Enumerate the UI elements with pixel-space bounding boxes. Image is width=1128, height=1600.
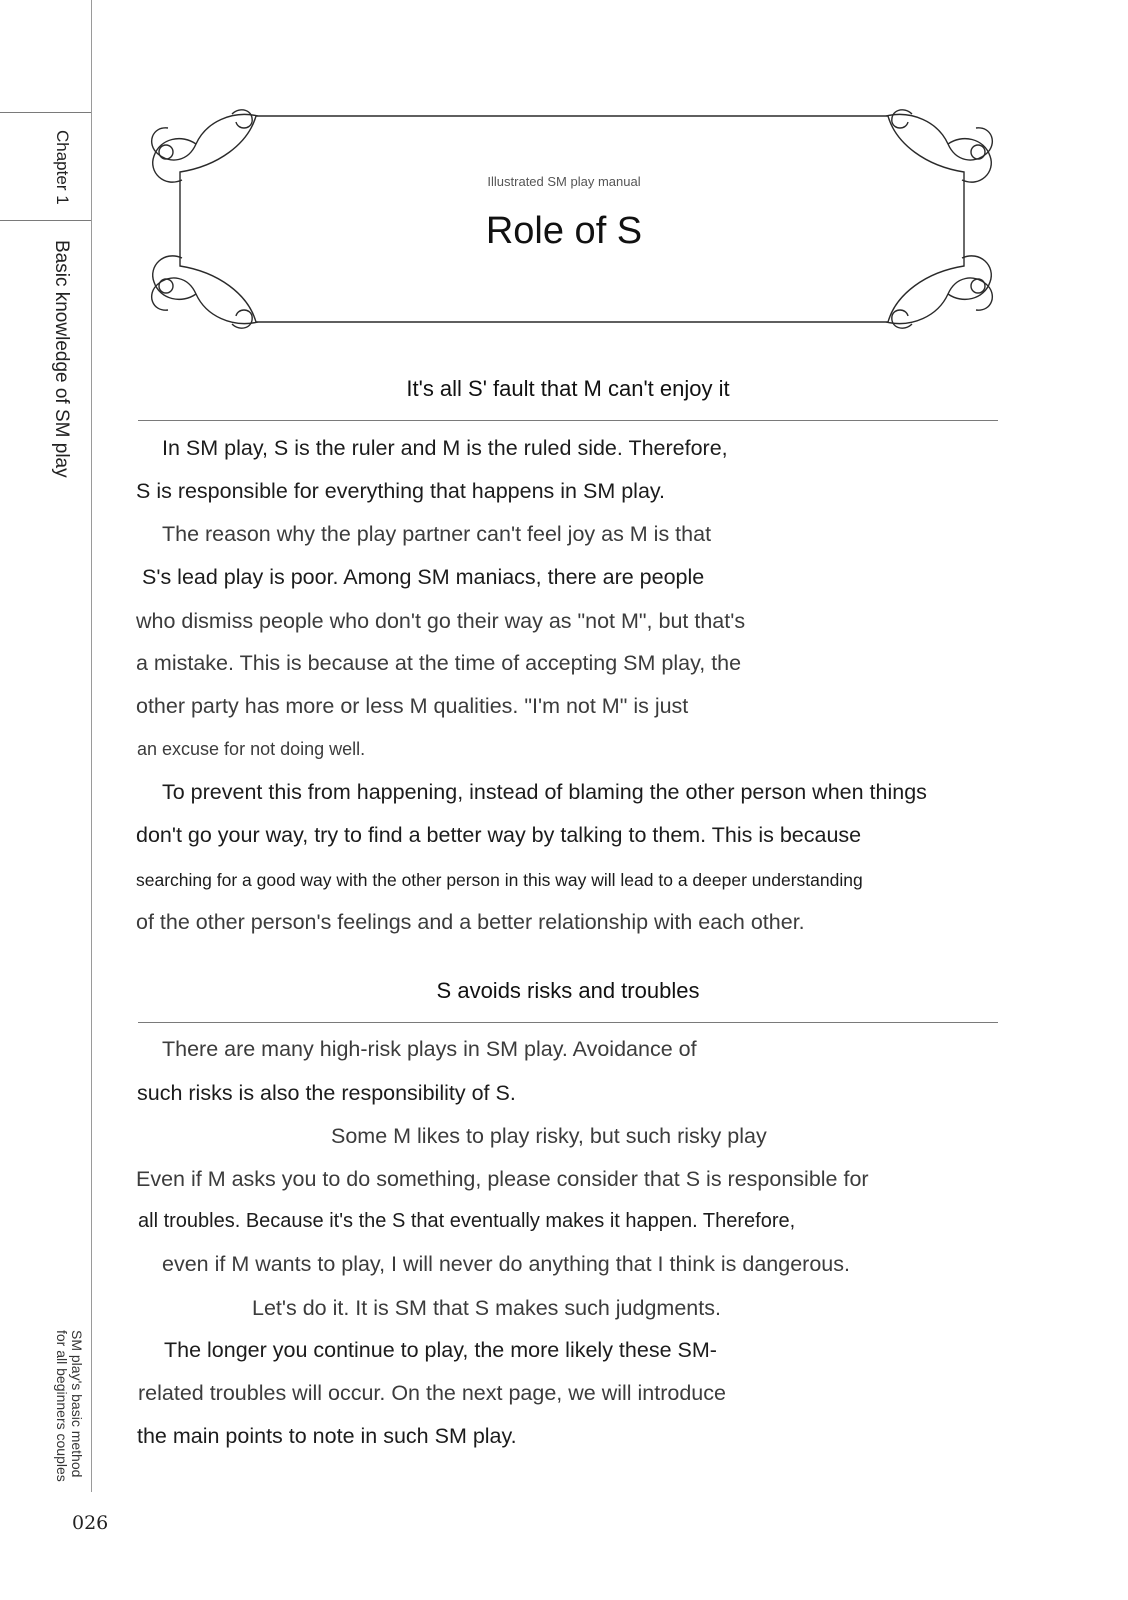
paragraph-line: S is responsible for everything that happens in SM play. (136, 479, 666, 503)
paragraph-line: the main points to note in such SM play. (137, 1424, 517, 1448)
paragraph-line: In SM play, S is the ruler and M is the ruled side. Therefore, (162, 436, 728, 460)
section-rule-2 (138, 1022, 998, 1023)
page-title: Role of S (485, 210, 643, 252)
section-label: Basic knowledge of SM play (51, 240, 72, 478)
book-title-label (52, 1330, 84, 1482)
section-rule-1 (138, 420, 998, 421)
paragraph-line: an excuse for not doing well. (137, 739, 366, 759)
book-title-line-1: SM play's basic method (69, 1330, 85, 1478)
paragraph-line: of the other person's feelings and a better relationship with each other. (136, 910, 805, 934)
paragraph-line: The reason why the play partner can't feel joy as M is that (162, 522, 712, 546)
paragraph-line: such risks is also the responsibility of S. (137, 1081, 516, 1105)
book-subtitle: Illustrated SM play manual (487, 174, 641, 189)
paragraph-line: other party has more or less M qualities. "I'm not M" is just (136, 694, 689, 718)
paragraph-line: To prevent this from happening, instead of blaming the other person when things (162, 780, 927, 804)
paragraph-line: searching for a good way with the other person in this way will lead to a deeper understanding (136, 870, 863, 890)
section-heading-1: It's all S' fault that M can't enjoy it (406, 376, 730, 401)
paragraph-line: don't go your way, try to find a better way by talking to them. This is because (136, 823, 862, 847)
page-number: 026 (72, 1512, 109, 1534)
paragraph-line: The longer you continue to play, the more likely these SM- (164, 1338, 717, 1362)
paragraph-line: There are many high-risk plays in SM play. Avoidance of (162, 1037, 697, 1061)
paragraph-line: Even if M asks you to do something, please consider that S is responsible for (136, 1167, 869, 1191)
paragraph-line: a mistake. This is because at the time of accepting SM play, the (136, 651, 742, 675)
chapter-divider-top (0, 112, 91, 113)
paragraph-line: related troubles will occur. On the next page, we will introduce (138, 1381, 726, 1405)
chapter-label: Chapter 1 (53, 130, 72, 205)
paragraph-line: S's lead play is poor. Among SM maniacs, there are people (142, 565, 705, 589)
paragraph-line: all troubles. Because it's the S that eventually makes it happen. Therefore, (138, 1210, 796, 1232)
book-title-line-2: for all beginners couples (54, 1330, 70, 1482)
paragraph-line: Some M likes to play risky, but such risky play (331, 1124, 767, 1148)
paragraph-line: even if M wants to play, I will never do anything that I think is dangerous. (162, 1252, 850, 1276)
paragraph-line: Let's do it. It is SM that S makes such judgments. (252, 1296, 721, 1320)
paragraph-line: who dismiss people who don't go their way as "not M", but that's (136, 609, 746, 633)
section-heading-2: S avoids risks and troubles (436, 978, 700, 1003)
